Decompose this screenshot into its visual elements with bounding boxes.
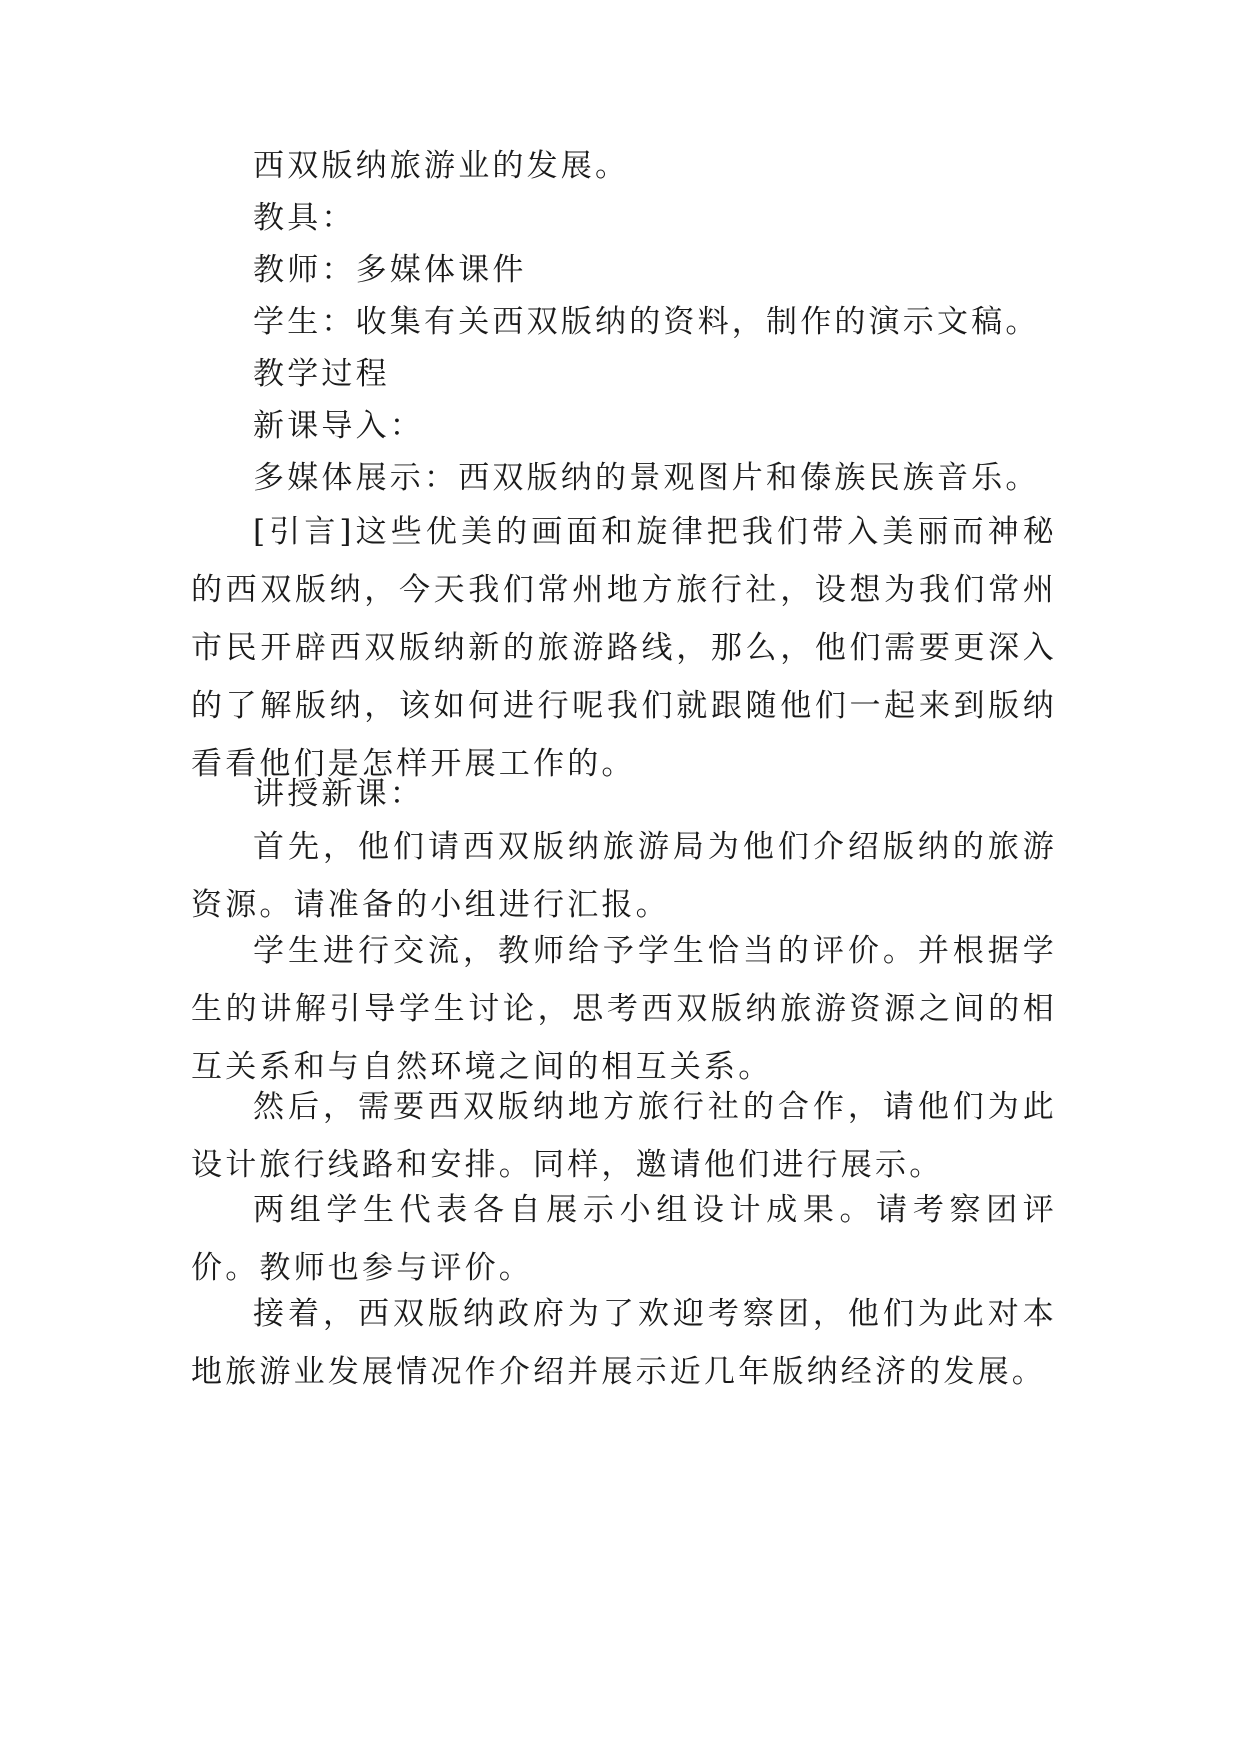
paragraph-student-exchange: 学生进行交流，教师给予学生恰当的评价。并根据学生的讲解引导学生讨论，思考西双版纳旅游资源之间的相互关系和与自然环境之间的相互关系。	[191, 933, 1057, 1085]
paragraph-multimedia-display: 多媒体展示：西双版纳的景观图片和傣族民族音乐。	[253, 460, 1040, 496]
paragraph-student-aids: 学生：收集有关西双版纳的资料，制作的演示文稿。	[253, 304, 1040, 340]
paragraph-intro-end: 西双版纳旅游业的发展。	[253, 148, 630, 184]
paragraph-next-step: 接着，西双版纳政府为了欢迎考察团，他们为此对本地旅游业发展情况作介绍并展示近几年版纳经济的发展。	[191, 1296, 1057, 1390]
paragraph-group-presentation: 两组学生代表各自展示小组设计成果。请考察团评价。教师也参与评价。	[191, 1192, 1057, 1286]
paragraph-first-step: 首先，他们请西双版纳旅游局为他们介绍版纳的旅游资源。请准备的小组进行汇报。	[191, 829, 1057, 923]
paragraph-teaching-aids-heading: 教具：	[253, 200, 356, 236]
paragraph-teaching-process-heading: 教学过程	[253, 356, 390, 392]
paragraph-then-step: 然后，需要西双版纳地方旅行社的合作，请他们为此设计旅行线路和安排。同样，邀请他们进行展示。	[191, 1089, 1057, 1183]
paragraph-teaching-new-lesson-heading: 讲授新课：	[253, 776, 424, 812]
paragraph-introduction-quote: [引言]这些优美的画面和旋律把我们带入美丽而神秘的西双版纳，今天我们常州地方旅行社，设想为我们常州市民开辟西双版纳新的旅游路线，那么，他们需要更深入的了解版纳，该如何进行呢我们就跟随他们一起来到版纳看看他们是怎样开展工作的。	[191, 514, 1057, 782]
paragraph-teacher-aids: 教师：多媒体课件	[253, 252, 527, 288]
paragraph-new-lesson-intro-heading: 新课导入：	[253, 408, 424, 444]
